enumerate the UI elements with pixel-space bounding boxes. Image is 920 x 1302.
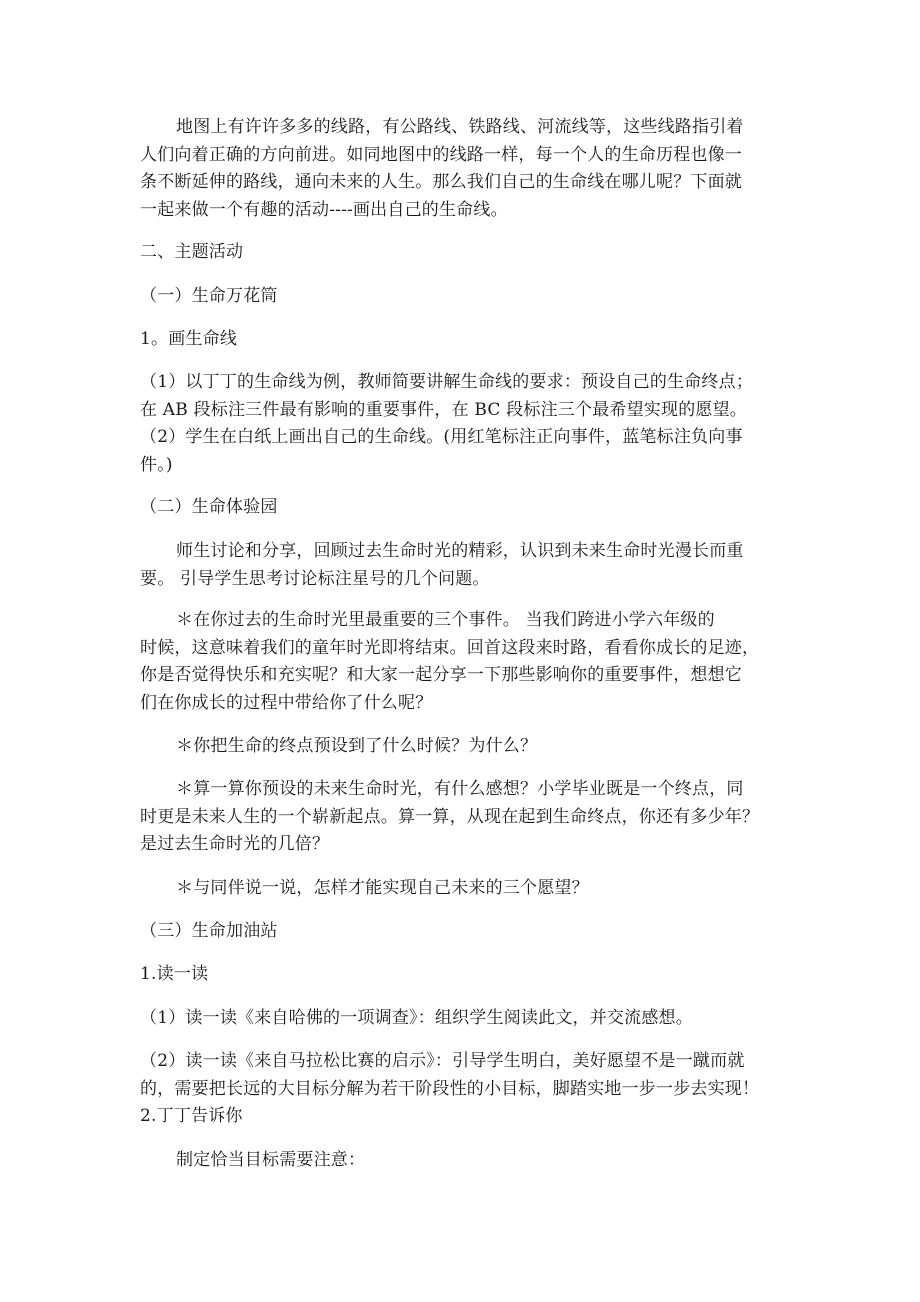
star1-line: 你是否觉得快乐和充实呢？和大家一起分享一下那些影响你的重要事件，想想它 [140,665,742,685]
star-question-2 [140,733,782,761]
final-line [140,1147,782,1175]
star-question-4 [140,875,782,903]
item-1-paragraph [140,369,782,479]
final-line-text: 制定恰当目标需要注意： [176,1150,366,1170]
part-one-text: （一）生命万花筒 [140,286,278,306]
item-1-text: 1。画生命线 [140,329,238,349]
star2-text: ＊你把生命的终点预设到了什么时候？为什么？ [176,736,538,756]
part-two-text: （二）生命体验园 [140,497,278,517]
part-two-heading [140,494,782,522]
item-2-heading [140,1103,782,1131]
part-one-heading [140,283,782,311]
discussion-line: 要。 引导学生思考讨论标注星号的几个问题。 [140,568,490,589]
star3-line: 时更是未来人生的一个崭新起点。算一算，从现在起到生命终点，你还有多少年？ [140,806,760,827]
part-three-heading [140,918,782,946]
intro-line: 人们向着正确的方向前进。如同地图中的线路一样，每一个人的生命历程也像一 [140,144,742,165]
star1-line: 们在你成长的过程中带给你了什么呢？ [140,692,433,713]
intro-line: 条不断延伸的路线，通向未来的人生。那么我们自己的生命线在哪儿呢？下面就 [140,172,742,192]
section-two-heading [140,239,782,267]
read-heading [140,961,782,989]
star4-text: ＊与同伴说一说，怎样才能实现自己未来的三个愿望？ [176,878,589,898]
intro-paragraph [140,114,782,224]
part-three-text: （三）生命加油站 [140,921,278,941]
star3-line: 是过去生命时光的几倍？ [140,834,330,854]
intro-line: 地图上有许许多多的线路，有公路线、铁路线、河流线等，这些线路指引着 [176,117,744,137]
item-1-line: 在 AB 段标注三件最有影响的重要事件，在 BC 段标注三个最希望实现的愿望。 [140,399,747,420]
discussion-line: 师生讨论和分享，回顾过去生命时光的精彩，认识到未来生命时光漫长而重 [176,541,744,561]
item-1-line: 件。) [140,454,173,475]
star3-line: ＊算一算你预设的未来生命时光，有什么感想？小学毕业既是一个终点，同 [176,779,744,799]
read-1-text: （1）读一读《来自哈佛的一项调查》：组织学生阅读此文，并交流感想。 [140,1008,693,1028]
discussion-paragraph [140,538,782,593]
star1-line: 时候，这意味着我们的童年时光即将结束。回首这段来时路，看看你成长的足迹， [140,637,760,658]
star1-line: ＊在你过去的生命时光里最重要的三个事件。 当我们跨进小学六年级的 [176,610,715,630]
read-2-line: （2）读一读《来自马拉松比赛的启示》：引导学生明白，美好愿望不是一蹴而就 [140,1051,745,1071]
item-1-line: （2）学生在白纸上画出自己的生命线。(用红笔标注正向事件，蓝笔标注负向事 [140,427,743,447]
item-2-text: 2.丁丁告诉你 [140,1106,243,1126]
read-item-2 [140,1048,782,1103]
item-1-heading [140,326,782,354]
read-2-line: 的，需要把长远的大目标分解为若干阶段性的小目标，脚踏实地一步一步去实现！ [140,1078,760,1099]
item-1-line: （1）以丁丁的生命线为例，教师简要讲解生命线的要求：预设自己的生命终点； [140,372,754,392]
read-title-text: 1.读一读 [140,964,209,984]
intro-line: 一起来做一个有趣的活动----画出自己的生命线。 [140,199,508,220]
section-two-text: 二、主题活动 [140,242,244,262]
star-question-3 [140,776,782,859]
star-question-1 [140,607,782,717]
read-item-1 [140,1005,782,1033]
